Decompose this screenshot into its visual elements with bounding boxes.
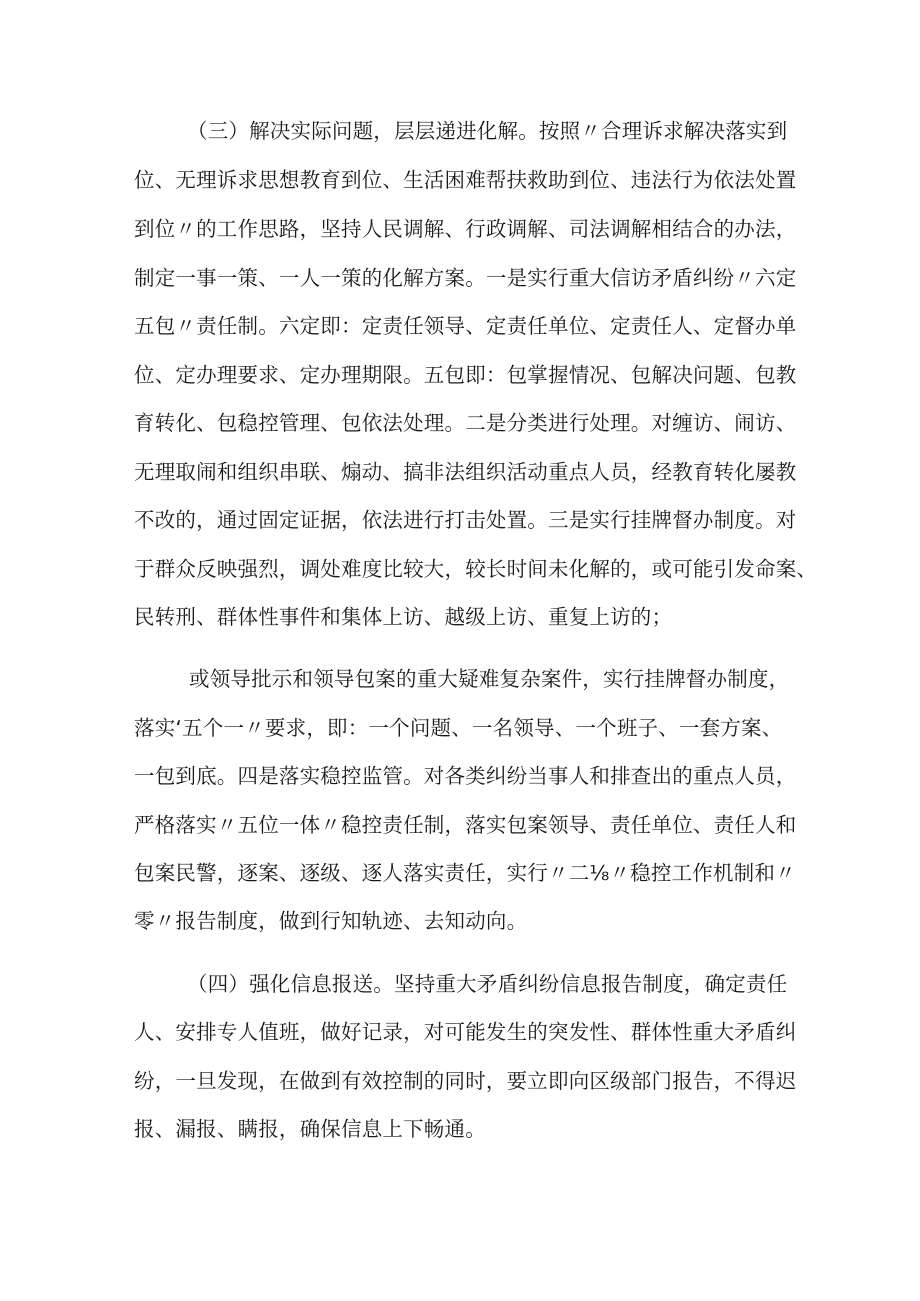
text-line: 不改的，通过固定证据，依法进行打击处置。三是实行挂牌督办制度。对 [134, 508, 797, 532]
text-line: 严格落实〃五位一体〃稳控责任制，落实包案领导、责任单位、责任人和 [134, 813, 797, 837]
text-line: 位、定办理要求、定办理期限。五包即：包掌握情况、包解决问题、包教 [134, 363, 797, 387]
text-line: 一包到底。四是落实稳控监管。对各类纠纷当事人和排查出的重点人员， [134, 764, 797, 788]
text-line: 落实‘五个一〃要求，即：一个问题、一名领导、一个班子、一套方案、 [134, 716, 783, 740]
text-line: 或领导批示和领导包案的重大疑难复杂案件，实行挂牌督办制度， [189, 667, 790, 691]
text-line: 到位〃的工作思路，坚持人民调解、行政调解、司法调解相结合的办法， [134, 217, 797, 241]
text-line: 无理取闹和组织串联、煽动、搞非法组织活动重点人员，经教育转化屡教 [134, 460, 797, 484]
text-line: 纷，一旦发现，在做到有效控制的同时，要立即向区级部门报告，不得迟 [134, 1069, 797, 1093]
text-line: 于群众反映强烈，调处难度比较大，较长时间未化解的，或可能引发命案、 [134, 557, 818, 581]
text-line: 民转刑、群体性事件和集体上访、越级上访、重复上访的； [134, 605, 673, 629]
text-line: 人、安排专人值班，做好记录，对可能发生的突发性、群体性重大矛盾纠 [134, 1020, 797, 1044]
text-line: 包案民警，逐案、逐级、逐人落实责任，实行〃二⅛〃稳控工作机制和〃 [134, 861, 796, 885]
text-line: （四）强化信息报送。坚持重大矛盾纠纷信息报告制度，确定责任 [187, 972, 788, 996]
text-line: （三）解决实际问题，层层递进化解。按照〃合理诉求解决落实到 [187, 119, 788, 143]
text-line: 报、漏报、瞒报，确保信息上下畅通。 [134, 1117, 486, 1141]
text-line: 零〃报告制度，做到行知轨迹、去知动向。 [134, 909, 528, 933]
text-line: 制定一事一策、一人一策的化解方案。一是实行重大信访矛盾纠纷〃六定 [134, 266, 797, 290]
text-line: 育转化、包稳控管理、包依法处理。二是分类进行处理。对缠访、闹访、 [134, 411, 797, 435]
text-line: 位、无理诉求思想教育到位、生活困难帮扶救助到位、违法行为依法处置 [134, 168, 797, 192]
text-line: 五包〃责任制。六定即：定责任领导、定责任单位、定责任人、定督办单 [134, 314, 797, 338]
